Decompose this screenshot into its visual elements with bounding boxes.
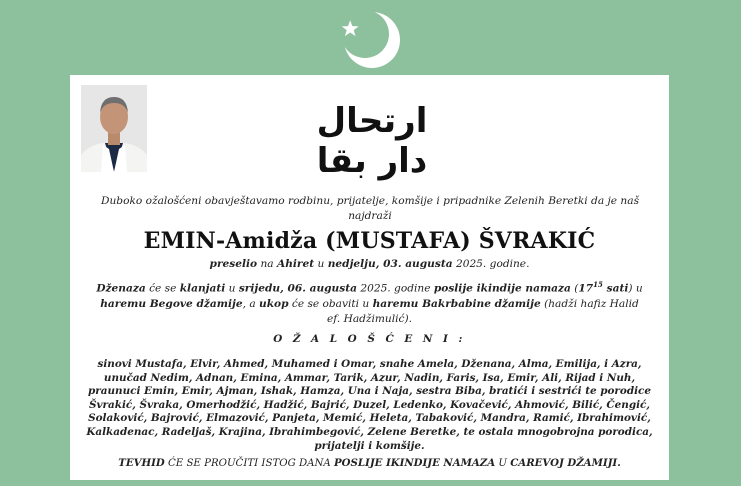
tevhid-line: TEVHID ĆE SE PROUČITI ISTOG DANA POSLIJE IKINDIJE NAMAZA U CAREVOJ DŽAMIJI. [118,457,621,469]
intro-text: Duboko ožalošćeni obavještavamo rodbinu, prijatelje, komšije i pripadnike Zelenih Beretki da je naš najdraži [100,195,640,222]
arabic-calligraphy [292,91,452,181]
calligraphy-text: ارتحال دار بقا [316,101,428,181]
passed-line: preselio na Ahiret u nedjelju, 03. augusta 2025. godine. [209,258,530,270]
crescent-star-icon [333,6,405,70]
mourners-list: sinovi Mustafa, Elvir, Ahmed, Muhamed i Omar, snahe Amela, Dženana, Alma, Emilija, i Azra, unučad Nedim, Adnan, Emina, Ammar, Tarik, Azur, Nadin, Faris, Isa, Emir, Ali, Rijad i Nuh, praunuci Emin, Emir, Ajman, Ishak, Hamza, Una i Naja, sestra Biba, bratići i sestrići te porodice Švrakić, Švraka, Omerhodžić, Hadžić, Bajrić, Duzel, Ledenko, Kovačević, Ahmović, Bilić, Čengić, Solaković, Bajrović, Elmazović, Panjeta, Memić, Heleta, Tabaković, Mandra, Ramić, Ibrahimović, Kalkadenac, Radeljaš, Krajina, Ibrahimbegović, Zelene Beretke, te ostala mnogobrojna porodica, prijatelji i komšije. [86,358,653,452]
portrait-photo [81,85,147,172]
obituary-card [70,75,669,480]
mourners-heading: O Ž A L O Š Ć E N I : [273,333,466,345]
deceased-name: EMIN-Amidža (MUSTAFA) ŠVRAKIĆ [143,228,596,254]
funeral-info: Dženaza će se klanjati u srijedu, 06. augusta 2025. godine poslije ikindije namaza ($17^{15}$ sati) u haremu Begove džamije, a ukop će se obaviti u haremu Bakrbabine džamije (hadži hafiz Halid ef. Hadžimulić). [96,280,643,325]
